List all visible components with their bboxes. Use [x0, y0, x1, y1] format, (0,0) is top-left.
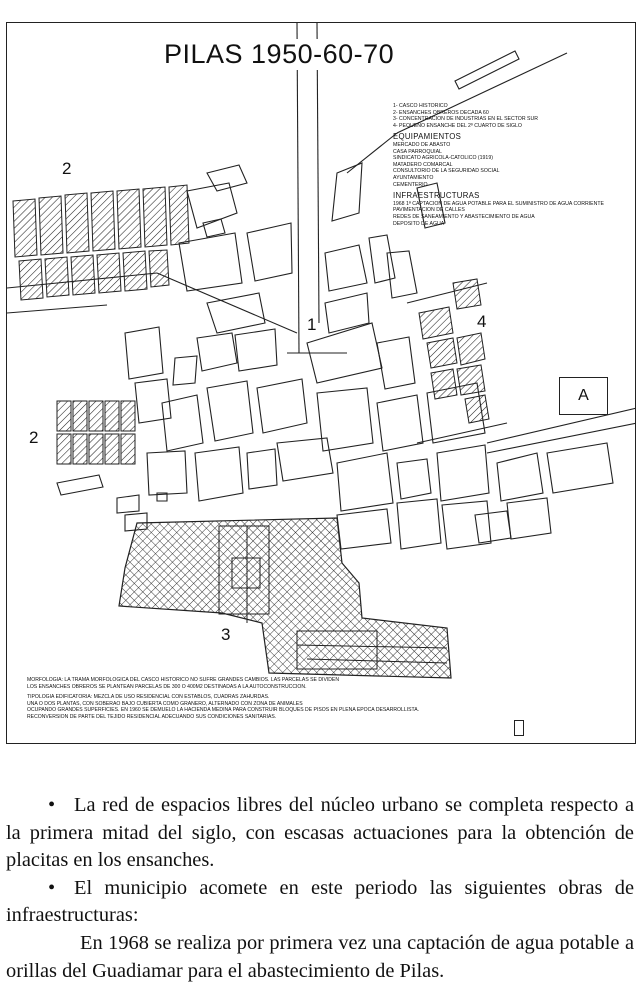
infraestructuras-heading: INFRAESTRUCTURAS	[393, 191, 480, 201]
equipamiento-item: MATADERO COMARCAL	[393, 161, 453, 168]
infraestructura-item: DEPOSITO DE AGUA	[393, 220, 445, 227]
legend-zone-item: 3- CONCENTRACION DE INDUSTRIAS EN EL SECTOR SUR	[393, 116, 538, 123]
zone-label-3: 3	[221, 625, 231, 644]
legend-zone-item: 1- CASCO HISTORICO	[393, 103, 448, 109]
note-line: UNA O DOS PLANTAS, CON SOBERAO BAJO CUBIERTA COMO GRANERO, ALTERNADO CON ZONA DE ANIMALES	[27, 700, 303, 707]
equipamiento-item: CONSULTORIO DE LA SEGURIDAD SOCIAL	[393, 168, 500, 175]
note-line: TIPOLOGIA EDIFICATORIA: MEZCLA DE USO RESIDENCIAL CON ESTABLOS, CUADRAS ZAHURDAS.	[27, 694, 270, 701]
equipamiento-item: CEMENTERIO	[393, 181, 428, 188]
legend-zone-item: 4- PEQUEÑO ENSANCHE DEL 2º CUARTO DE SIGLO	[393, 122, 522, 129]
infraestructura-item: PAVIMENTACION DE CALLES	[393, 207, 465, 214]
paragraph-1-text: La red de espacios libres del núcleo urbano se completa respecto a la primera mitad del siglo, con escasas actuaciones para la obtención de placitas en los ensanches.	[6, 794, 634, 872]
map-title: PILAS 1950-60-70	[161, 39, 397, 70]
bullet-icon: •	[48, 794, 56, 816]
north-marker-box	[514, 720, 524, 736]
zone-label-2-top: 2	[62, 159, 72, 178]
infraestructura-item: REDES DE SANEAMIENTO Y ABASTECIMIENTO DE AGUA	[393, 213, 535, 220]
paragraph-1	[6, 792, 634, 875]
equipamiento-item: AYUNTAMIENTO	[393, 174, 434, 181]
equipamiento-item: CASA PARROQUIAL	[393, 148, 442, 155]
zone-label-2-bottom: 2	[29, 428, 39, 447]
paragraph-2-text: El municipio acomete en este periodo las siguientes obras de infraestructuras:	[6, 876, 634, 927]
zone-label-4: 4	[477, 312, 487, 331]
equipamiento-item: MERCADO DE ABASTO	[393, 141, 451, 148]
map-legend	[393, 103, 604, 227]
legend-zone-item: 2- ENSANCHES OBREROS DECADA 60	[393, 109, 489, 116]
map-notes	[27, 677, 547, 721]
urban-map-figure	[6, 22, 636, 744]
infraestructura-item: 1968 1ª CAPTACION DE AGUA POTABLE PARA EL SUMINISTRO DE AGUA CORRIENTE	[393, 200, 605, 207]
paragraph-3: En 1968 se realiza por primera vez una captación de agua potable a orillas del Guadiamar para el abastecimiento de Pilas.	[6, 931, 634, 982]
equipamiento-item: SINDICATO AGRICOLA-CATOLICO (1919)	[393, 155, 493, 162]
equipamientos-heading: EQUIPAMIENTOS	[393, 132, 462, 142]
note-line: OCUPANDO GRANDES SUPERFICIES. EN 1960 SE DEMUELO LA HACIENDA MEDINA PARA CONSTRUIR BLOQUES DE PISOS EN PLENA EPOCA DESARROLLISTA.	[27, 707, 420, 714]
bullet-icon: •	[48, 876, 56, 899]
paragraph-2	[6, 875, 634, 930]
note-line: LOS ENSANCHES OBREROS SE PLANTEAN PARCELAS DE 300 O 400M2 DESTINADAS A LA AUTOCONSTRUCCION.	[27, 683, 307, 690]
note-line: RECONVERSION DE PARTE DEL TEJIDO RESIDENCIAL ADECUANDO SUS CONDICIONES SANITARIAS.	[27, 713, 277, 720]
note-line: MORFOLOGIA: LA TRAMA MORFOLOGICA DEL CASCO HISTORICO NO SUFRE GRANDES CAMBIOS. LAS PARCELAS SE DIVIDEN	[27, 677, 340, 683]
body-text	[6, 792, 634, 985]
zone-label-1: 1	[307, 315, 317, 334]
label-a-box: A	[559, 377, 608, 415]
